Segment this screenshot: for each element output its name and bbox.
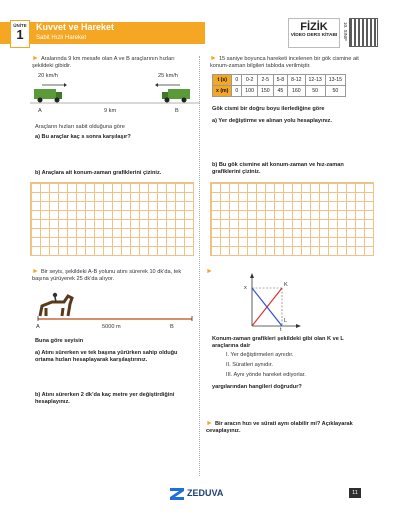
table-row — [213, 75, 346, 86]
graph-t-label: t — [280, 327, 282, 333]
problem-4-text: Konum-zaman grafikleri şekildeki gibi olan K ve L araçlarına dair — [212, 336, 344, 349]
statement-3: III. Aynı yönde hareket ediyorlar. — [226, 372, 306, 378]
unit-badge — [10, 20, 30, 48]
horse-rider-icon — [30, 288, 200, 322]
problem-3-lead: Gök cismi bir doğru boyu ilerlediğine göre — [212, 106, 325, 112]
cars-svg — [30, 79, 200, 107]
table-cell: 160 — [288, 86, 305, 97]
problem-2-qb: b) Atını sürerken 2 dk’da kaç metre yer değiştirdiğini hesaplayınız. — [35, 392, 175, 405]
table-cell: 0 — [232, 86, 242, 97]
statement-2: II. Süratleri aynıdır. — [226, 362, 273, 368]
table-row — [213, 86, 346, 97]
badge-title: FİZİK — [300, 21, 328, 33]
table-cell: 2-5 — [257, 75, 273, 86]
problem-1-qa: a) Bu araçlar kaç s sonra karşılaşır? — [35, 134, 131, 140]
table-cell: 12-13 — [305, 75, 325, 86]
distance-label: 9 km — [104, 108, 117, 114]
table-cell: 150 — [257, 86, 273, 97]
book-badge — [288, 18, 340, 48]
point-a-label: A — [38, 108, 42, 114]
table-cell: x (m) — [213, 86, 232, 97]
kl-graph — [236, 272, 306, 332]
bullet-icon: ► — [206, 420, 213, 427]
page-number: 11 — [349, 488, 361, 498]
graph-l-label: L — [284, 318, 288, 324]
problem-5: ► Bir aracın hızı ve sürati aynı olabilir mi? Açıklayarak cevaplayınız. — [206, 420, 353, 434]
table-cell: 45 — [273, 86, 288, 97]
zeduva-logo-icon — [170, 488, 184, 500]
table-cell: 50 — [325, 86, 345, 97]
problem-1-lead: Araçların hızları sabit olduğuna göre — [35, 124, 125, 130]
table-cell: 0-2 — [242, 75, 258, 86]
cars-diagram — [30, 73, 200, 118]
unit-title: Kuvvet ve Hareket — [36, 22, 115, 32]
qr-code-icon[interactable] — [349, 18, 378, 47]
bullet-icon: ► — [210, 55, 217, 62]
horse-point-b: B — [170, 324, 174, 330]
problem-2-lead: Buna göre seyisin — [35, 338, 84, 344]
problem-1-intro: ► Aralarında 9 km mesafe olan A ve B araçlarının hızları şekildeki gibidir. — [32, 55, 175, 69]
problem-3-intro: ► 15 saniye boyunca hareketi incelenen bir gök cismine ait konum-zaman bilgileri tabloda verilmiştir. — [210, 55, 359, 69]
answer-grid-left-1[interactable] — [30, 182, 194, 256]
statement-1: I. Yer değiştirmeleri aynıdır. — [226, 352, 294, 358]
table-cell: 5-8 — [273, 75, 288, 86]
problem-2-intro: ► Bir seyis, şekildeki A-B yolunu atını sürerek 10 dk’da, tek başına yürüyerek 25 dk’da alıyor. — [32, 268, 182, 282]
unit-label: ÜNİTE — [13, 23, 27, 28]
answer-grid-right-1[interactable] — [210, 182, 374, 256]
kl-graph-svg — [236, 272, 306, 332]
problem-4-question: yargılarından hangileri doğrudur? — [212, 384, 302, 390]
table-cell: 13-15 — [325, 75, 345, 86]
problem-4-bullet — [206, 268, 215, 276]
graph-x-label: x — [244, 285, 247, 291]
unit-number: 1 — [16, 27, 24, 42]
table-cell: t (s) — [213, 75, 232, 86]
car-a-speed: 20 km/h — [38, 73, 58, 79]
car-b-speed: 25 km/h — [158, 73, 178, 79]
problem-2-qa: a) Atını sürerken ve tek başına yürürken sahip olduğu ortama hızları hesaplayarak karşılaştırınız. — [35, 350, 178, 363]
table-cell: 0 — [232, 75, 242, 86]
column-divider — [199, 56, 200, 476]
bullet-icon: ► — [32, 55, 39, 62]
position-time-table — [212, 74, 346, 97]
point-b-label: B — [175, 108, 179, 114]
table-cell: 100 — [242, 86, 258, 97]
problem-3-qa: a) Yer değiştirme ve alınan yolu hesaplayınız. — [212, 118, 332, 124]
bullet-icon: ► — [206, 268, 213, 275]
brand-name: ZEDUVA — [187, 488, 224, 498]
horse-point-a: A — [36, 324, 40, 330]
problem-3-qb: b) Bu gök cismine ait konum-zaman ve hız-zaman grafiklerini çiziniz. — [212, 162, 344, 175]
problem-1-qb: b) Araçlara ait konum-zaman grafiklerini çiziniz. — [35, 170, 162, 176]
bullet-icon: ► — [32, 268, 39, 275]
table-cell: 8-12 — [288, 75, 305, 86]
graph-k-label: K — [284, 282, 288, 288]
badge-subtitle: VİDEO DERS KİTABI — [290, 33, 338, 38]
horse-diagram — [30, 288, 200, 334]
unit-subtitle: Sabit Hızlı Hareket — [36, 35, 87, 41]
table-cell: 50 — [305, 86, 325, 97]
horse-distance: 5000 m — [102, 324, 121, 330]
grade-label: 10. SINIF — [343, 22, 348, 42]
brand-logo — [170, 487, 240, 501]
